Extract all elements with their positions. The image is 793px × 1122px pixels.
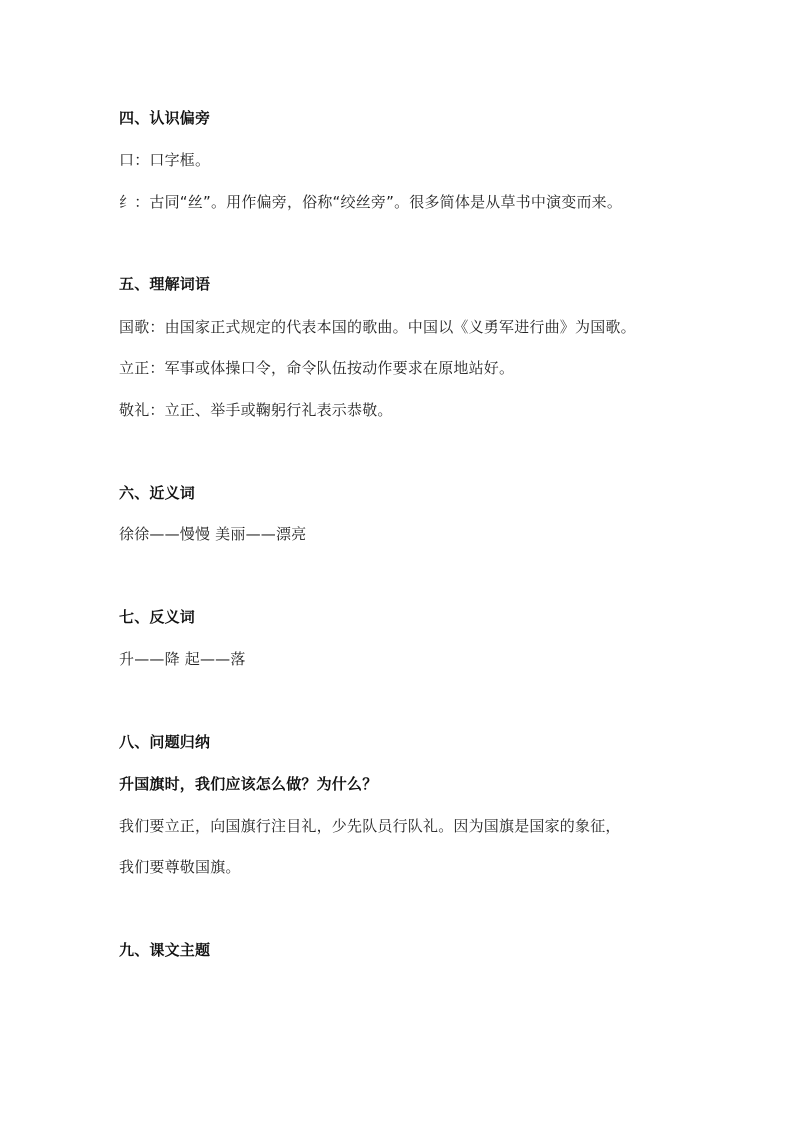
vocab-jingli-line: 敬礼：立正、举手或鞠躬行礼表示恭敬。 — [119, 401, 393, 419]
radical-si-line: 纟：古同“丝”。用作偏旁，俗称“绞丝旁”。很多简体是从草书中演变而来。 — [119, 193, 623, 211]
section-heading-radicals: 四、认识偏旁 — [119, 109, 211, 127]
synonyms-line: 徐徐——慢慢 美丽——漂亮 — [119, 525, 307, 543]
vocab-guoge-line: 国歌：由国家正式规定的代表本国的歌曲。中国以《义勇军进行曲》为国歌。 — [119, 318, 636, 336]
antonyms-line: 升——降 起——落 — [119, 650, 246, 668]
section-heading-question-summary: 八、问题归纳 — [119, 733, 211, 751]
summary-question: 升国旗时，我们应该怎么做？为什么？ — [119, 775, 378, 793]
section-heading-synonyms: 六、近义词 — [119, 484, 196, 502]
section-heading-antonyms: 七、反义词 — [119, 608, 196, 626]
summary-answer-line-2: 我们要尊敬国旗。 — [119, 858, 241, 876]
summary-answer-line-1: 我们要立正，向国旗行注目礼，少先队员行队礼。因为国旗是国家的象征， — [119, 817, 621, 835]
section-heading-theme: 九、课文主题 — [119, 941, 211, 959]
radical-kou-line: 口：口字框。 — [119, 151, 211, 169]
section-heading-vocabulary: 五、理解词语 — [119, 275, 211, 293]
vocab-lizheng-line: 立正：军事或体操口令，命令队伍按动作要求在原地站好。 — [119, 359, 515, 377]
